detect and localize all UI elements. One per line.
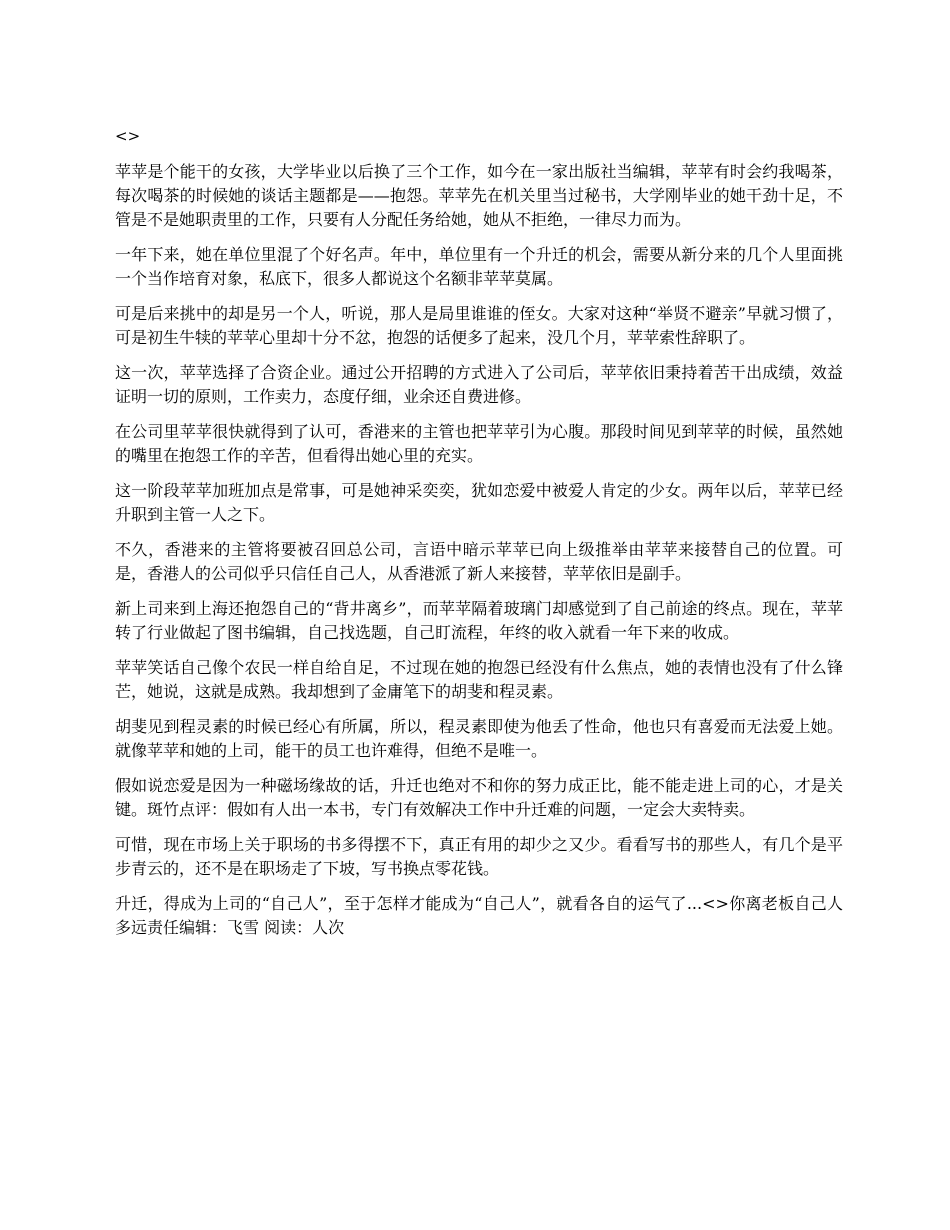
paragraph-12: 可惜，现在市场上关于职场的书多得摆不下，真正有用的却少之又少。看看写书的那些人，有几个是平步青云的，还不是在职场走了下坡，写书换点零花钱。 <box>115 835 843 878</box>
paragraph-7: 不久，香港来的主管将要被召回总公司，言语中暗示苹苹已向上级推举由苹苹来接替自己的位置。可是，香港人的公司似乎只信任自己人，从香港派了新人来接替，苹苹依旧是副手。 <box>115 540 843 583</box>
paragraph-9: 苹苹笑话自己像个农民一样自给自足，不过现在她的抱怨已经没有什么焦点，她的表情也没有了什么锋芒，她说，这就是成熟。我却想到了金庸笔下的胡斐和程灵素。 <box>115 658 843 701</box>
paragraph-6: 这一阶段苹苹加班加点是常事，可是她神采奕奕，犹如恋爱中被爱人肯定的少女。两年以后，苹苹已经升职到主管一人之下。 <box>115 481 843 524</box>
document-page <box>115 126 843 951</box>
paragraph-13: 升迁，得成为上司的“自己人”，至于怎样才能成为“自己人”，就看各自的运气了...<>你离老板自己人多远责任编辑：飞雪 阅读：人次 <box>115 894 843 937</box>
paragraph-3: 可是后来挑中的却是另一个人，听说，那人是局里谁谁的侄女。大家对这种“举贤不避亲”早就习惯了，可是初生牛犊的苹苹心里却十分不忿，抱怨的话便多了起来，没几个月，苹苹索性辞职了。 <box>115 304 843 347</box>
paragraph-10: 胡斐见到程灵素的时候已经心有所属，所以，程灵素即使为他丢了性命，他也只有喜爱而无法爱上她。就像苹苹和她的上司，能干的员工也许难得，但绝不是唯一。 <box>115 717 843 760</box>
paragraph-5: 在公司里苹苹很快就得到了认可，香港来的主管也把苹苹引为心腹。那段时间见到苹苹的时候，虽然她的嘴里在抱怨工作的辛苦，但看得出她心里的充实。 <box>115 422 843 465</box>
paragraph-1: 苹苹是个能干的女孩，大学毕业以后换了三个工作，如今在一家出版社当编辑，苹苹有时会约我喝茶，每次喝茶的时候她的谈话主题都是——抱怨。苹苹先在机关里当过秘书，大学刚毕业的她干劲十足，不管是不是她职责里的工作，只要有人分配任务给她，她从不拒绝，一律尽力而为。 <box>115 162 843 229</box>
paragraph-2: 一年下来，她在单位里混了个好名声。年中，单位里有一个升迁的机会，需要从新分来的几个人里面挑一个当作培育对象，私底下，很多人都说这个名额非苹苹莫属。 <box>115 245 843 288</box>
paragraph-11: 假如说恋爱是因为一种磁场缘故的话，升迁也绝对不和你的努力成正比，能不能走进上司的心，才是关键。斑竹点评：假如有人出一本书，专门有效解决工作中升迁难的问题，一定会大卖特卖。 <box>115 776 843 819</box>
paragraph-4: 这一次，苹苹选择了合资企业。通过公开招聘的方式进入了公司后，苹苹依旧秉持着苦干出成绩，效益证明一切的原则，工作卖力，态度仔细，业余还自费进修。 <box>115 363 843 406</box>
top-marker: <> <box>115 127 141 145</box>
paragraph-8: 新上司来到上海还抱怨自己的“背井离乡”，而苹苹隔着玻璃门却感觉到了自己前途的终点。现在，苹苹转了行业做起了图书编辑，自己找选题，自己盯流程，年终的收入就看一年下来的收成。 <box>115 599 843 642</box>
